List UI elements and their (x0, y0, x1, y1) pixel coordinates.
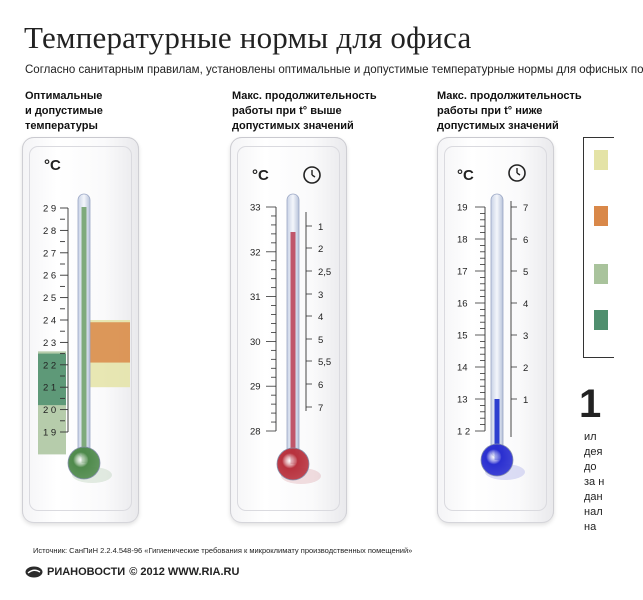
side-text-line: нал (584, 506, 603, 518)
hours-label: 5 (318, 335, 324, 346)
hours-label: 3 (523, 331, 529, 342)
hours-label: 7 (523, 203, 529, 214)
legend-swatch-acceptable (594, 150, 608, 170)
column-title-above (232, 89, 377, 134)
unit-label: °C (44, 157, 61, 174)
thermometer-bulb (481, 444, 513, 476)
scale-label: 28 (250, 426, 261, 438)
scale-label: 2 7 (43, 248, 57, 260)
hours-label: 5,5 (318, 357, 332, 368)
scale-label: 13 (457, 394, 468, 406)
scale-label: 18 (457, 234, 468, 246)
hours-label: 6 (318, 380, 324, 391)
column-title-line: и допустимые (25, 105, 103, 117)
thermometer-liquid (82, 207, 87, 463)
thermometer-below (437, 137, 554, 523)
scale-label: 19 (457, 202, 468, 214)
temperature-band (90, 322, 130, 362)
hours-label: 1 (318, 222, 324, 233)
brand-footer (25, 566, 239, 578)
side-number: 1 (579, 382, 602, 426)
column-title-line: допустимых значений (437, 120, 559, 132)
thermometer-liquid (291, 232, 296, 464)
column-title-line: температуры (25, 120, 98, 132)
scale-label: 32 (250, 247, 261, 259)
hours-label: 2 (523, 363, 529, 374)
scale-label: 30 (250, 336, 261, 348)
page-title: Температурные нормы для офиса (24, 20, 472, 55)
thermometer-optimal-graphic (22, 137, 139, 523)
side-text-line: за н (584, 476, 605, 488)
scale-label: 2 1 (43, 382, 57, 394)
scale-label: 14 (457, 362, 468, 374)
legend-swatch-optimal (594, 310, 608, 330)
column-title-line: работы при t° ниже (437, 105, 543, 117)
column-title-line: работы при t° выше (232, 105, 342, 117)
scale-label: 2 4 (43, 315, 57, 327)
unit-label: °C (252, 167, 269, 184)
brand-logo-text: РИАНОВОСТИ (47, 566, 126, 578)
page-subtitle: Согласно санитарным правилам, установлены оптимальные и допустимые температурные нормы для офисных по (25, 64, 643, 76)
unit-label: °C (457, 167, 474, 184)
thermometer-below-graphic (437, 137, 554, 523)
hours-label: 4 (523, 299, 529, 310)
scale-label: 15 (457, 330, 468, 342)
scale-label: 31 (250, 292, 261, 304)
column-title-line: Оптимальные (25, 90, 103, 102)
brand-copyright: © 2012 WWW.RIA.RU (129, 566, 240, 578)
scale-label: 1 2 (457, 426, 471, 438)
hours-label: 3 (318, 290, 324, 301)
scale-label: 17 (457, 266, 468, 278)
column-title-line: Макс. продолжительность (232, 90, 377, 102)
thermometer-above-graphic (230, 137, 347, 523)
column-title-line: допустимых значений (232, 120, 354, 132)
scale-label: 16 (457, 298, 468, 310)
hours-label: 4 (318, 312, 324, 323)
scale-label: 1 9 (43, 427, 57, 439)
legend-swatch-acceptable-low (594, 264, 608, 284)
side-text-line: на (584, 521, 597, 533)
column-title-optimal (25, 89, 103, 134)
side-text-line: дея (584, 446, 603, 458)
scale-label: 2 6 (43, 270, 57, 282)
thermometer-above (230, 137, 347, 523)
scale-label: 2 3 (43, 337, 57, 349)
hours-label: 5 (523, 267, 529, 278)
scale-label: 2 5 (43, 293, 57, 305)
column-title-line: Макс. продолжительность (437, 90, 582, 102)
column-title-below (437, 89, 582, 134)
hours-label: 2 (318, 244, 324, 255)
side-text-line: до (584, 461, 597, 473)
legend-swatch-acceptable-high (594, 206, 608, 226)
source-note: Источник: СанПиН 2.2.4.548-96 «Гигиенические требования к микроклимату производственных помещений» (33, 546, 413, 555)
scale-label: 2 9 (43, 203, 57, 215)
scale-label: 2 2 (43, 360, 57, 372)
thermometer-bulb (277, 448, 309, 480)
thermometer-optimal (22, 137, 139, 523)
scale-label: 29 (250, 381, 261, 393)
hours-label: 2,5 (318, 267, 332, 278)
legend (583, 137, 614, 358)
scale-label: 2 0 (43, 405, 57, 417)
hours-label: 6 (523, 235, 529, 246)
ria-logo-icon (25, 566, 43, 578)
scale-label: 2 8 (43, 225, 57, 237)
thermometer-bulb (68, 447, 100, 479)
side-text-line: ил (584, 431, 597, 443)
hours-label: 7 (318, 403, 324, 414)
scale-label: 33 (250, 202, 261, 214)
hours-label: 1 (523, 395, 529, 406)
side-text-line: дан (584, 491, 603, 503)
